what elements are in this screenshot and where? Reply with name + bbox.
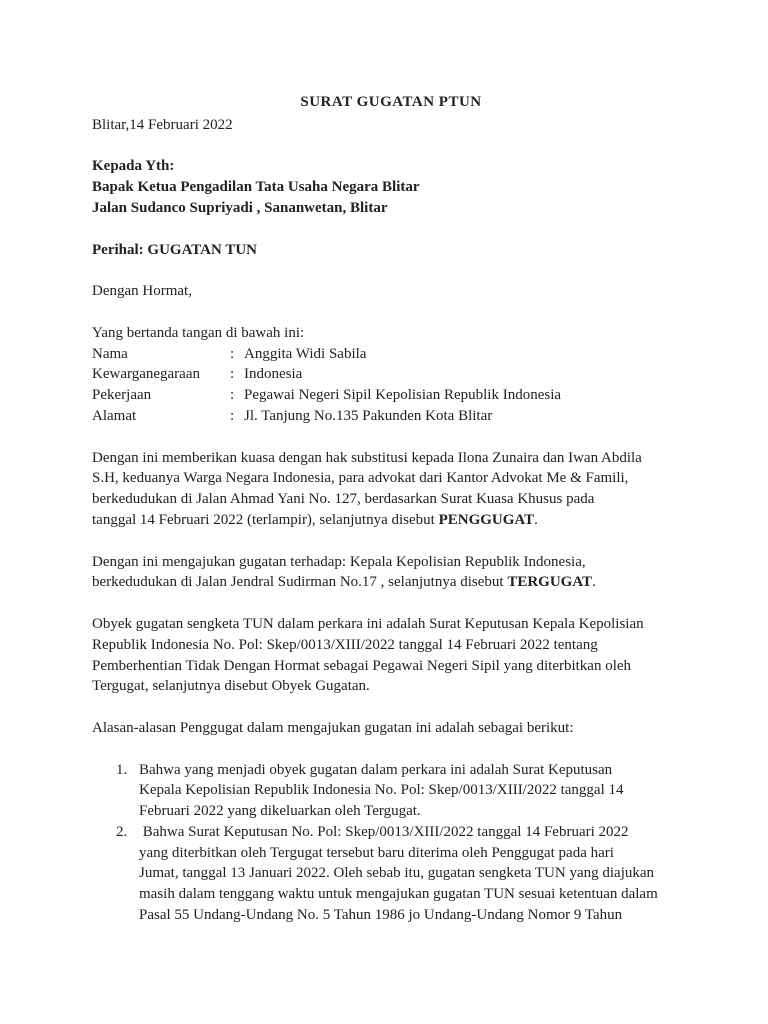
identity-separator: : [230,407,235,424]
identity-value: Anggita Widi Sabila [244,345,367,362]
paragraph-line: Republik Indonesia No. Pol: Skep/0013/XIII/2022 tanggal 14 Februari 2022 tentang [92,636,598,653]
spacer [92,531,682,552]
spacer [92,136,682,157]
plaintiff-term: PENGGUGAT [438,511,535,528]
list-line: Bahwa yang menjadi obyek gugatan dalam perkara ini adalah Surat Keputusan [139,761,613,778]
object-paragraph [92,614,682,697]
recipient-address: Jalan Sudanco Supriyadi , Sananwetan, Blitar [92,199,388,216]
list-line: masih dalam tenggang waktu untuk mengajukan gugatan TUN sesuai ketentuan dalam [139,886,658,903]
identity-separator: : [230,387,235,404]
identity-row-nationality [92,364,682,385]
defendant-paragraph [92,552,682,594]
paragraph-line [92,572,682,593]
recipient-heading: Kepada Yth: [92,158,175,175]
identity-label: Alamat [92,407,137,424]
paragraph-line: Pemberhentian Tidak Dengan Hormat sebagai Pegawai Negeri Sipil yang diterbitkan oleh [92,657,632,674]
list-line: yang diterbitkan oleh Tergugat tersebut baru diterima oleh Penggugat pada hari [139,844,614,861]
reasons-list [92,760,682,926]
letter-title: SURAT GUGATAN PTUN [300,94,482,110]
paragraph-line: Obyek gugatan sengketa TUN dalam perkara ini adalah Surat Keputusan Kepala Kepolisian [92,615,644,632]
spacer [92,739,682,760]
spacer [92,593,682,614]
list-number: 2. [116,823,128,840]
paragraph-text: . [592,574,596,591]
spacer [92,302,682,323]
list-item [92,760,682,822]
identity-row-name [92,344,682,365]
spacer [92,697,682,718]
identity-label: Kewarganegaraan [92,366,200,383]
list-line: Kepala Kepolisian Republik Indonesia No. Pol: Skep/0013/XIII/2022 tanggal 14 [139,782,624,799]
identity-separator: : [230,366,235,383]
spacer [92,260,682,281]
identity-separator: : [230,345,235,362]
identity-label: Nama [92,345,128,362]
spacer [92,219,682,240]
recipient-name: Bapak Ketua Pengadilan Tata Usaha Negara Blitar [92,179,420,196]
identity-row-address [92,406,682,427]
identity-label: Pekerjaan [92,387,152,404]
identity-value: Jl. Tanjung No.135 Pakunden Kota Blitar [244,407,493,424]
place-date: Blitar,14 Februari 2022 [92,116,233,133]
greeting: Dengan Hormat, [92,283,192,300]
paragraph-line: S.H, keduanya Warga Negara Indonesia, para advokat dari Kantor Advokat Me & Famili, [92,470,629,487]
identity-value: Pegawai Negeri Sipil Kepolisian Republik Indonesia [244,387,562,404]
identity-value: Indonesia [244,366,303,383]
list-number: 1. [116,761,128,778]
subject-line: Perihal: GUGATAN TUN [92,241,257,258]
paragraph-text: berkedudukan di Jalan Jendral Sudirman No.17 , selanjutnya disebut [92,574,508,591]
identity-intro: Yang bertanda tangan di bawah ini: [92,324,305,341]
spacer [92,427,682,448]
paragraph-text: . [534,511,538,528]
identity-table [92,344,682,427]
reasons-intro: Alasan-alasan Penggugat dalam mengajukan gugatan ini adalah sebagai berikut: [92,719,574,736]
letter-page [92,92,682,926]
list-line: Pasal 55 Undang-Undang No. 5 Tahun 1986 jo Undang-Undang Nomor 9 Tahun [139,907,623,924]
defendant-term: TERGUGAT [507,574,593,591]
paragraph-line: Dengan ini mengajukan gugatan terhadap: Kepala Kepolisian Republik Indonesia, [92,553,586,570]
paragraph-line: Dengan ini memberikan kuasa dengan hak substitusi kepada Ilona Zunaira dan Iwan Abdila [92,449,642,466]
list-line: Bahwa Surat Keputusan No. Pol: Skep/0013/XIII/2022 tanggal 14 Februari 2022 [139,823,629,840]
list-item [92,822,682,926]
list-line: Jumat, tanggal 13 Januari 2022. Oleh sebab itu, gugatan sengketa TUN yang diajukan [139,865,655,882]
recipient-block [92,156,682,218]
paragraph-text: tanggal 14 Februari 2022 (terlampir), selanjutnya disebut [92,511,439,528]
paragraph-line: berkedudukan di Jalan Ahmad Yani No. 127, berdasarkan Surat Kuasa Khusus pada [92,491,595,508]
paragraph-line [92,510,682,531]
paragraph-line: Tergugat, selanjutnya disebut Obyek Gugatan. [92,678,370,695]
list-line: Februari 2022 yang dikeluarkan oleh Tergugat. [139,803,421,820]
power-of-attorney-paragraph [92,448,682,531]
identity-row-occupation [92,385,682,406]
